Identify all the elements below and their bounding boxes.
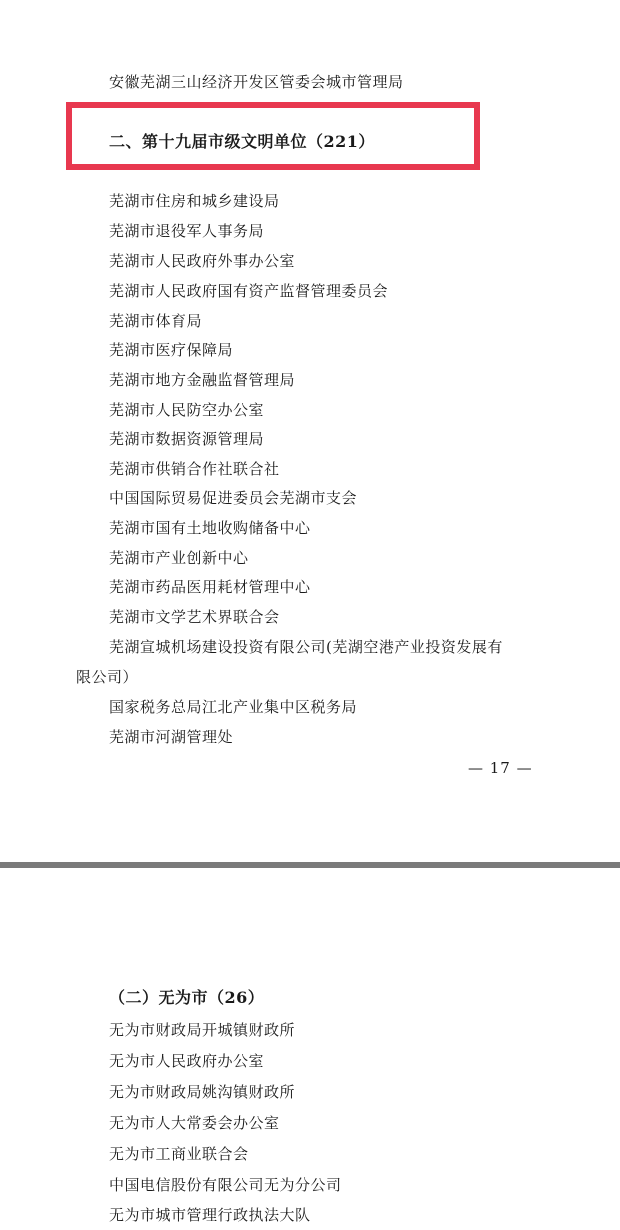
list-item: 芜湖市国有土地收购储备中心: [109, 519, 311, 537]
list-item: 无为市财政局开城镇财政所: [109, 1021, 296, 1039]
list-item: 无为市人民政府办公室: [109, 1052, 265, 1070]
highlight-annotation-box: [66, 102, 480, 170]
list-item: 无为市工商业联合会: [109, 1145, 249, 1163]
list-item: 芜湖市住房和城乡建设局: [109, 192, 280, 210]
list-item: 国家税务总局江北产业集中区税务局: [109, 698, 358, 716]
list-item: 芜湖市文学艺术界联合会: [109, 608, 280, 626]
page-number: — 17 —: [468, 759, 533, 777]
list-item: 芜湖市产业创新中心: [109, 549, 249, 567]
list-item: 芜湖市供销合作社联合社: [109, 460, 280, 478]
list-item: 无为市城市管理行政执法大队: [109, 1206, 311, 1224]
list-item: 芜湖市人民政府国有资产监督管理委员会: [109, 282, 389, 300]
list-item: 无为市财政局姚沟镇财政所: [109, 1083, 296, 1101]
list-item: 安徽芜湖三山经济开发区管委会城市管理局: [109, 73, 404, 91]
list-item: 芜湖市体育局: [109, 312, 203, 330]
list-item: 芜湖宣城机场建设投资有限公司(芜湖空港产业投资发展有: [109, 638, 503, 656]
document-page-18: [0, 868, 620, 1230]
list-item-continuation: 限公司）: [76, 668, 139, 686]
list-item: 芜湖市人民防空办公室: [109, 401, 265, 419]
list-item: 芜湖市药品医用耗材管理中心: [109, 578, 311, 596]
list-item: 芜湖市医疗保障局: [109, 341, 234, 359]
list-item: 芜湖市数据资源管理局: [109, 430, 265, 448]
list-item: 芜湖市退役军人事务局: [109, 222, 265, 240]
list-item: 芜湖市人民政府外事办公室: [109, 252, 296, 270]
section-subheading: （二）无为市（26）: [109, 988, 265, 1007]
section-heading: 二、第十九届市级文明单位（221）: [109, 132, 375, 151]
list-item: 芜湖市河湖管理处: [109, 728, 234, 746]
list-item: 无为市人大常委会办公室: [109, 1114, 280, 1132]
list-item: 中国电信股份有限公司无为分公司: [109, 1176, 342, 1194]
list-item: 中国国际贸易促进委员会芜湖市支会: [109, 489, 358, 507]
list-item: 芜湖市地方金融监督管理局: [109, 371, 296, 389]
